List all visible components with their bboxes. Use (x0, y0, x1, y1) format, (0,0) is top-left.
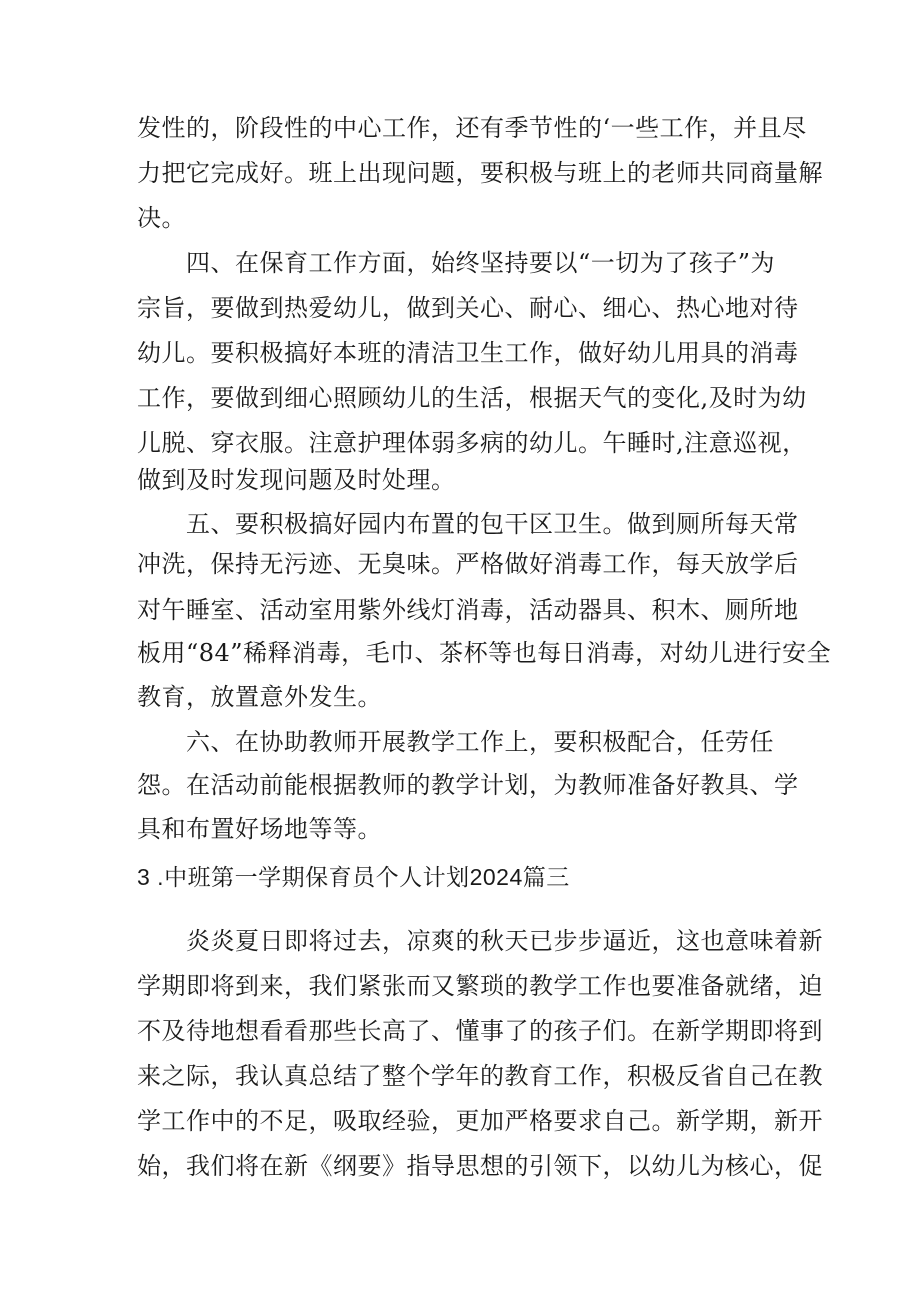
paragraph-line: 板用“84”稀释消毒，毛巾、茶杯等也每日消毒，对幼儿进行安全 (137, 639, 832, 667)
paragraph-line: 对午睡室、活动室用紫外线灯消毒，活动器具、积木、厕所地 (137, 596, 799, 624)
paragraph-line: 学工作中的不足，吸取经验，更加严格要求自己。新学期，新开 (137, 1107, 823, 1135)
paragraph-line: 五、要积极搞好园内布置的包干区卫生。做到厕所每天常 (186, 510, 799, 538)
paragraph-line: 学期即将到来，我们紧张而又繁琐的教学工作也要准备就绪，迫 (137, 972, 823, 1000)
paragraph-line: 怨。在活动前能根据教师的教学计划，为教师准备好教具、学 (137, 771, 799, 799)
paragraph-line: 不及待地想看看那些长高了、懂事了的孩子们。在新学期即将到 (137, 1017, 823, 1045)
paragraph-line: 儿脱、穿衣服。注意护理体弱多病的幼儿。午睡时,注意巡视， (137, 429, 807, 457)
paragraph-line: 做到及时发现问题及时处理。 (137, 466, 456, 494)
paragraph-line: 工作，要做到细心照顾幼儿的生活，根据天气的变化,及时为幼 (137, 384, 807, 412)
paragraph-line: 力把它完成好。班上出现问题，要积极与班上的老师共同商量解 (137, 159, 823, 187)
paragraph-line: 冲洗，保持无污迹、无臭味。严格做好消毒工作，每天放学后 (137, 550, 799, 578)
paragraph-line: 来之际，我认真总结了整个学年的教育工作，积极反省自己在教 (137, 1062, 823, 1090)
paragraph-line: 幼儿。要积极搞好本班的清洁卫生工作，做好幼儿用具的消毒 (137, 339, 799, 367)
paragraph-line: 始，我们将在新《纲要》指导思想的引领下，以幼儿为核心，促 (137, 1152, 823, 1180)
section-heading: 3 .中班第一学期保育员个人计划2024篇三 (137, 864, 570, 890)
paragraph-line: 六、在协助教师开展教学工作上，要积极配合，任劳任 (186, 728, 774, 756)
paragraph-line: 教育，放置意外发生。 (137, 683, 382, 711)
paragraph-line: 决。 (137, 204, 186, 232)
paragraph-line: 四、在保育工作方面，始终坚持要以“一切为了孩子”为 (186, 249, 776, 277)
paragraph-line: 具和布置好场地等等。 (137, 815, 382, 843)
paragraph-line: 宗旨，要做到热爱幼儿，做到关心、耐心、细心、热心地对待 (137, 294, 799, 322)
paragraph-line: 发性的，阶段性的中心工作，还有季节性的‘一些工作，并且尽 (137, 114, 807, 142)
paragraph-line: 炎炎夏日即将过去，凉爽的秋天已步步逼近，这也意味着新 (186, 927, 823, 955)
